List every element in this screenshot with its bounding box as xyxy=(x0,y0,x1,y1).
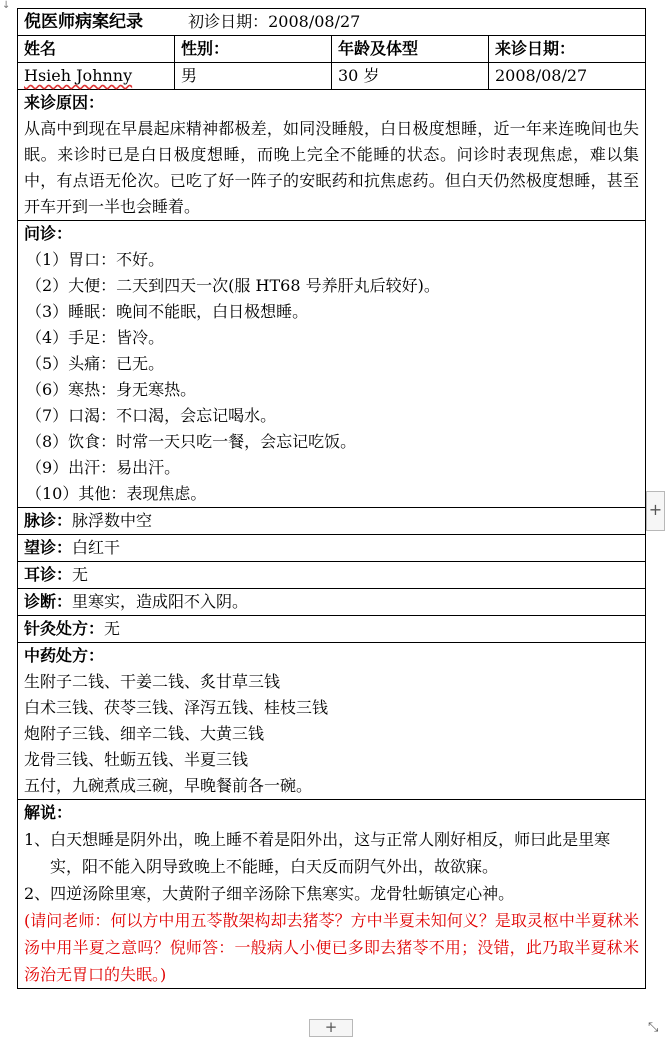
observation-row xyxy=(18,535,646,562)
herbal-line: 龙骨三钱、牡蛎五钱、半夏三钱 xyxy=(24,750,249,769)
acupuncture-label: 针灸处方： xyxy=(24,619,105,638)
herbal-label: 中药处方： xyxy=(24,646,105,665)
add-row-handle[interactable] xyxy=(309,1019,353,1037)
observation-value: 白红干 xyxy=(72,538,121,557)
inquiry-item: （7）口渴：不口渴，会忘记喝水。 xyxy=(26,406,277,425)
inquiry-item: （2）大便：二天到四天一次(服 HT68 号养肝丸后较好)。 xyxy=(26,276,440,295)
inquiry-item: （9）出汗：易出汗。 xyxy=(26,458,181,477)
record-title: 倪医师病案纪录 xyxy=(24,12,143,32)
inquiry-item: （6）寒热：身无寒热。 xyxy=(26,380,197,399)
title-row xyxy=(18,9,646,36)
col-header-gender: 性别： xyxy=(175,36,332,63)
acupuncture-value: 无 xyxy=(104,619,121,638)
patient-row xyxy=(18,63,646,90)
patient-gender[interactable]: 男 xyxy=(175,63,332,90)
patient-visit-date[interactable]: 2008/08/27 xyxy=(489,63,646,90)
reason-label: 来诊原因： xyxy=(24,93,105,112)
observation-label: 望诊： xyxy=(24,538,73,557)
explanation-item: 2、四逆汤除里寒，大黄附子细辛汤除下焦寒实。龙骨牡蛎镇定心神。 xyxy=(24,884,515,903)
explanation-label: 解说： xyxy=(24,803,73,822)
add-column-handle[interactable] xyxy=(646,491,665,531)
inquiry-item: （8）饮食：时常一天只吃一餐，会忘记吃饭。 xyxy=(26,432,357,451)
col-header-name: 姓名 xyxy=(18,36,175,63)
reason-row xyxy=(18,90,646,221)
patient-name: Hsieh Johnny xyxy=(24,66,133,85)
col-header-age: 年龄及体型 xyxy=(332,36,489,63)
explanation-cell[interactable] xyxy=(18,800,646,989)
acupuncture-cell[interactable] xyxy=(18,616,646,643)
herbal-cell[interactable] xyxy=(18,643,646,800)
reason-text: 从高中到现在早晨起床精神都极差，如同没睡般，白日极度想睡，近一年来连晚间也失眠。来诊时已是白日极度想睡，而晚上完全不能睡的状态。问诊时表现焦虑，难以集中，有点语无伦次。已吃了好一阵子的安眠药和抗焦虑药。但白天仍然极度想睡，甚至开车开到一半也会睡着。 xyxy=(24,119,640,216)
explanation-item: 1、白天想睡是阴外出，晚上睡不着是阳外出，这与正常人刚好相反，师曰此是里寒实，阳不能入阴导致晚上不能睡，白天反而阴气外出，故欲寐。 xyxy=(24,830,611,876)
explanation-row xyxy=(18,800,646,989)
herbal-line: 炮附子三钱、细辛二钱、大黄三钱 xyxy=(24,724,265,743)
acupuncture-row xyxy=(18,616,646,643)
reason-cell[interactable] xyxy=(18,90,646,221)
pulse-value: 脉浮数中空 xyxy=(72,511,153,530)
patient-age[interactable]: 30 岁 xyxy=(332,63,489,90)
inquiry-cell[interactable] xyxy=(18,221,646,508)
column-header-row xyxy=(18,36,646,63)
ear-cell[interactable] xyxy=(18,562,646,589)
resize-table-icon[interactable]: ⤡ xyxy=(648,1020,659,1035)
inquiry-row xyxy=(18,221,646,508)
inquiry-item: （10）其他：表现焦虑。 xyxy=(26,484,207,503)
inquiry-item: （4）手足：皆冷。 xyxy=(26,328,165,347)
diagnosis-row xyxy=(18,589,646,616)
title-cell xyxy=(18,9,646,36)
arrow-down-icon: ↓ xyxy=(2,0,11,11)
inquiry-item: （3）睡眠：晚间不能眠，白日极想睡。 xyxy=(26,302,309,321)
pulse-label: 脉诊： xyxy=(24,511,73,530)
herbal-line: 五付，九碗煮成三碗，早晚餐前各一碗。 xyxy=(24,776,313,795)
diagnosis-value: 里寒实，造成阳不入阴。 xyxy=(72,592,249,611)
inquiry-item: （1）胃口：不好。 xyxy=(26,250,165,269)
herbal-line: 生附子二钱、干姜二钱、炙甘草三钱 xyxy=(24,672,281,691)
medical-record-table xyxy=(17,8,646,989)
ear-value: 无 xyxy=(72,565,89,584)
inquiry-item: （5）头痛：已无。 xyxy=(26,354,165,373)
diagnosis-cell[interactable] xyxy=(18,589,646,616)
herbal-line: 白术三钱、茯苓三钱、泽泻五钱、桂枝三钱 xyxy=(24,698,329,717)
plus-icon: + xyxy=(324,1018,338,1036)
plus-icon: + xyxy=(648,500,663,519)
observation-cell[interactable] xyxy=(18,535,646,562)
pulse-row xyxy=(18,508,646,535)
ear-label: 耳诊： xyxy=(24,565,73,584)
patient-name-cell[interactable] xyxy=(18,63,175,90)
first-visit-date: 初诊日期：2008/08/27 xyxy=(188,12,361,31)
ear-row xyxy=(18,562,646,589)
col-header-visit-date: 来诊日期： xyxy=(489,36,646,63)
pulse-cell[interactable] xyxy=(18,508,646,535)
herbal-row xyxy=(18,643,646,800)
diagnosis-label: 诊断： xyxy=(24,592,73,611)
inquiry-label: 问诊： xyxy=(24,224,73,243)
question-answer-note: (请问老师：何以方中用五苓散架构却去猪苓？方中半夏未知何义？是取灵枢中半夏秫米汤中用半夏之意吗？倪师答：一般病人小便已多即去猪苓不用；没错，此乃取半夏秫米汤治无胃口的失眠。) xyxy=(24,911,640,984)
